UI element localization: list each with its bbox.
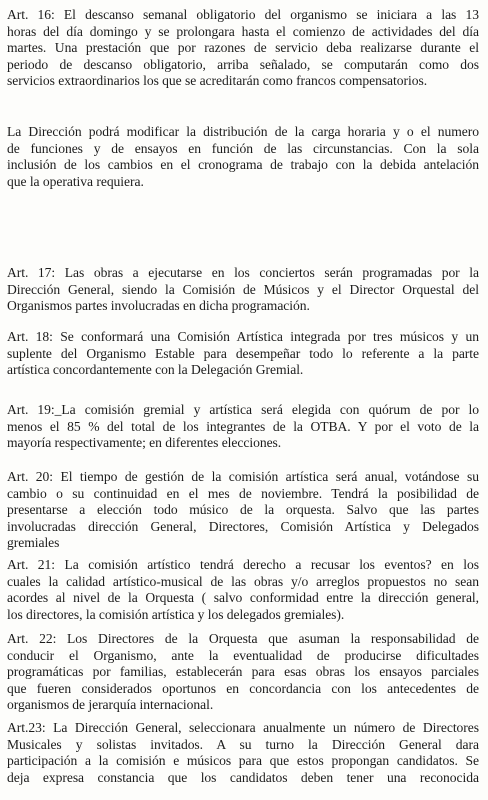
text-line: mayoría respectivamente; en diferentes elecciones. <box>7 435 282 451</box>
text-line: Art. 16: El descanso semanal obligatorio del organismo se iniciara a las 13 <box>7 7 479 22</box>
article-22-paragraph <box>7 631 479 714</box>
direccion-paragraph <box>7 124 479 190</box>
text-line: horas del día domingo y se prolongara hasta el comienzo de actividades del día <box>7 23 479 39</box>
text-line: deja expresa constancia que los candidatos deben tener una reconocida <box>7 769 479 785</box>
article-18-paragraph <box>7 329 479 379</box>
text-line: involucradas dirección General, Directores, Comisión Artística y Delegados <box>7 518 479 534</box>
text-line: suplente del Organismo Estable para desempeñar todo lo referente a la parte <box>7 345 479 361</box>
text-line: martes. Una prestación que por razones de servicio deba realizarse durante el <box>7 40 479 56</box>
text-line: Organismos partes involucradas en dicha programación. <box>7 298 310 314</box>
article-16-paragraph <box>7 7 479 90</box>
text-line: servicios extraordinarios los que se acreditarán como francos compensatorios. <box>7 73 428 89</box>
text-line: participación a la comisión e músicos para que estos propongan candidatos. Se <box>7 753 479 769</box>
text-line: programáticas por familias, establecerán para esas obras los ensayos parciales <box>7 664 479 680</box>
article-20-paragraph <box>7 469 479 552</box>
article-19-paragraph <box>7 402 479 452</box>
text-line: organismos de jerarquía internacional. <box>7 697 214 713</box>
text-line: Art. 22: Los Directores de la Orquesta que asuman la responsabilidad de <box>7 631 479 646</box>
text-line: que la operativa requiera. <box>7 173 144 189</box>
text-line: cambio o su continuidad en el mes de noviembre. Tendrá la posibilidad de <box>7 485 479 501</box>
text-line: periodo de descanso obligatorio, arriba señalado, se computarán como dos <box>7 56 479 72</box>
article-21-paragraph <box>7 557 479 623</box>
text-line: Art. 19:_La comisión gremial y artística será elegida con quórum de por lo <box>7 402 479 417</box>
text-line: los directores, la comisión artística y los delegados gremiales). <box>7 606 345 622</box>
article-23-paragraph <box>7 720 479 786</box>
text-line: cuales la calidad artístico-musical de las obras y/o arreglos propuestos no sean <box>7 573 479 589</box>
text-line: que fueren considerados oportunos en concordancia con los antecedentes de <box>7 680 479 696</box>
text-line: inclusión de los cambios en el cronograma de trabajo con la debida antelación <box>7 157 479 173</box>
text-line: Musicales y solistas invitados. A su turno la Dirección General dara <box>7 736 479 752</box>
article-17-paragraph <box>7 265 479 315</box>
text-line: La Dirección podrá modificar la distribución de la carga horaria y o el numero <box>7 124 479 139</box>
text-line: gremiales <box>7 535 60 551</box>
text-line: Art.23: La Dirección General, seleccionara anualmente un número de Directores <box>7 720 479 735</box>
text-line: Art. 18: Se conformará una Comisión Artística integrada por tres músicos y un <box>7 329 479 344</box>
text-line: conducir el Organismo, ante la eventualidad de producirse dificultades <box>7 647 479 663</box>
text-line: presentarse a elección todo músico de la orquesta. Salvo que las partes <box>7 502 479 518</box>
text-line: Dirección General, siendo la Comisión de Músicos y el Director Orquestal del <box>7 281 479 297</box>
text-line: Art. 20: El tiempo de gestión de la comisión artística será anual, votándose su <box>7 469 479 484</box>
text-line: menos el 85 % del total de los integrantes de la OTBA. Y por el voto de la <box>7 418 479 434</box>
text-line: de funciones y de ensayos en función de las circunstancias. Con la sola <box>7 140 479 156</box>
text-line: Art. 17: Las obras a ejecutarse en los conciertos serán programadas por la <box>7 265 479 280</box>
text-line: artística concordantemente con la Delegación Gremial. <box>7 362 304 378</box>
text-line: Art. 21: La comisión artístico tendrá derecho a recusar los eventos? en los <box>7 557 479 572</box>
text-line: acordes al nivel de la Orquesta ( salvo conformidad entre la dirección general, <box>7 590 479 606</box>
